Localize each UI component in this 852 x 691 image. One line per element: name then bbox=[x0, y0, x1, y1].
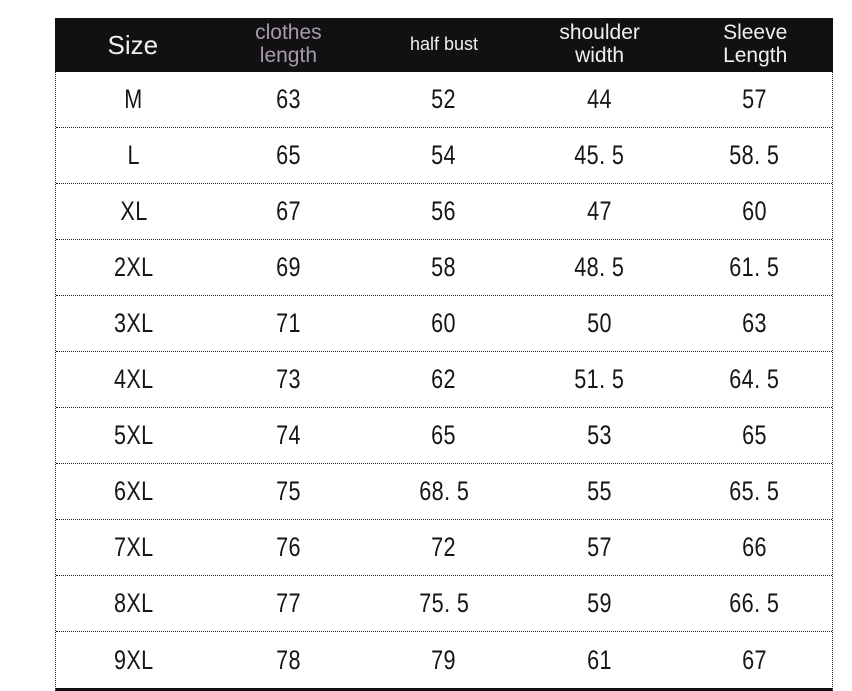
cell-shoulder-width-value: 45. 5 bbox=[574, 140, 625, 170]
cell-sleeve-length-value: 60 bbox=[741, 196, 767, 226]
cell-size bbox=[56, 464, 211, 519]
table-row bbox=[56, 408, 832, 464]
cell-clothes-length-value: 75 bbox=[276, 476, 302, 506]
cell-half-bust-value: 54 bbox=[431, 140, 457, 170]
cell-sleeve-length-value: 58. 5 bbox=[729, 140, 780, 170]
header-cell-sleeve-length: Sleeve Length bbox=[723, 21, 788, 67]
cell-clothes-length-value: 63 bbox=[276, 84, 302, 114]
table-row bbox=[56, 520, 832, 576]
cell-half-bust-value: 68. 5 bbox=[418, 476, 470, 506]
cell-clothes-length bbox=[211, 408, 366, 463]
cell-half-bust bbox=[366, 576, 521, 631]
cell-size bbox=[56, 72, 211, 127]
cell-half-bust-value: 62 bbox=[431, 364, 457, 394]
cell-half-bust-value: 52 bbox=[431, 84, 457, 114]
cell-size-value: 2XL bbox=[113, 252, 154, 282]
cell-sleeve-length-value: 57 bbox=[741, 84, 767, 114]
cell-shoulder-width-value: 57 bbox=[586, 532, 612, 562]
table-row bbox=[56, 632, 832, 688]
cell-sleeve-length bbox=[677, 352, 832, 407]
cell-shoulder-width-value: 53 bbox=[586, 420, 612, 450]
table-row bbox=[56, 576, 832, 632]
header-cell-clothes-length: clothes length bbox=[255, 21, 322, 67]
cell-size-value: XL bbox=[119, 196, 148, 226]
cell-shoulder-width bbox=[522, 184, 677, 239]
table-row bbox=[56, 296, 832, 352]
cell-size-value: 4XL bbox=[113, 364, 154, 394]
cell-size bbox=[56, 240, 211, 295]
cell-clothes-length bbox=[211, 72, 366, 127]
cell-sleeve-length-value: 64. 5 bbox=[729, 364, 780, 394]
cell-shoulder-width bbox=[522, 72, 677, 127]
cell-sleeve-length-value: 67 bbox=[741, 644, 767, 675]
cell-sleeve-length-value: 65. 5 bbox=[729, 476, 780, 506]
cell-shoulder-width bbox=[522, 128, 677, 183]
cell-shoulder-width-value: 48. 5 bbox=[574, 252, 625, 282]
cell-shoulder-width-value: 44 bbox=[586, 84, 612, 114]
cell-half-bust-value: 79 bbox=[431, 644, 457, 675]
cell-size bbox=[56, 576, 211, 631]
cell-clothes-length bbox=[211, 128, 366, 183]
cell-half-bust-value: 60 bbox=[431, 308, 457, 338]
cell-clothes-length-value: 69 bbox=[276, 252, 302, 282]
cell-sleeve-length-value: 66 bbox=[741, 532, 767, 562]
cell-clothes-length bbox=[211, 632, 366, 688]
cell-half-bust bbox=[366, 408, 521, 463]
size-chart-table bbox=[55, 18, 833, 691]
cell-sleeve-length-value: 63 bbox=[741, 308, 767, 338]
table-row bbox=[56, 464, 832, 520]
cell-clothes-length-value: 78 bbox=[276, 644, 302, 675]
cell-shoulder-width-value: 55 bbox=[586, 476, 612, 506]
cell-sleeve-length bbox=[677, 520, 832, 575]
cell-size bbox=[56, 128, 211, 183]
cell-sleeve-length-value: 66. 5 bbox=[729, 588, 780, 618]
cell-clothes-length bbox=[211, 240, 366, 295]
cell-size-value: M bbox=[124, 84, 143, 114]
cell-clothes-length bbox=[211, 352, 366, 407]
cell-clothes-length-value: 65 bbox=[276, 140, 302, 170]
cell-sleeve-length bbox=[677, 408, 832, 463]
cell-shoulder-width-value: 50 bbox=[586, 308, 612, 338]
table-row bbox=[56, 128, 832, 184]
cell-sleeve-length-value: 61. 5 bbox=[729, 252, 780, 282]
cell-half-bust-value: 72 bbox=[431, 532, 457, 562]
header-cell-half-bust: half bust bbox=[409, 34, 479, 55]
table-row bbox=[56, 352, 832, 408]
cell-shoulder-width bbox=[522, 464, 677, 519]
cell-sleeve-length bbox=[677, 184, 832, 239]
cell-sleeve-length bbox=[677, 576, 832, 631]
cell-size bbox=[56, 184, 211, 239]
cell-clothes-length bbox=[211, 184, 366, 239]
table-row bbox=[56, 72, 832, 128]
cell-clothes-length-value: 67 bbox=[276, 196, 302, 226]
cell-shoulder-width bbox=[522, 296, 677, 351]
cell-shoulder-width-value: 47 bbox=[586, 196, 612, 226]
cell-clothes-length-value: 73 bbox=[276, 364, 302, 394]
cell-half-bust-value: 65 bbox=[431, 420, 457, 450]
cell-shoulder-width bbox=[522, 240, 677, 295]
cell-half-bust bbox=[366, 240, 521, 295]
cell-clothes-length bbox=[211, 296, 366, 351]
cell-sleeve-length bbox=[677, 128, 832, 183]
cell-shoulder-width bbox=[522, 632, 677, 688]
cell-half-bust bbox=[366, 296, 521, 351]
cell-clothes-length bbox=[211, 464, 366, 519]
cell-size-value: 6XL bbox=[113, 476, 154, 506]
table-row bbox=[56, 240, 832, 296]
cell-half-bust bbox=[366, 184, 521, 239]
cell-size bbox=[56, 408, 211, 463]
cell-size bbox=[56, 352, 211, 407]
cell-clothes-length-value: 71 bbox=[276, 308, 302, 338]
cell-clothes-length-value: 77 bbox=[276, 588, 302, 618]
cell-size bbox=[56, 296, 211, 351]
cell-half-bust bbox=[366, 72, 521, 127]
table-header bbox=[55, 18, 833, 72]
cell-size-value: 8XL bbox=[113, 588, 154, 618]
cell-half-bust-value: 75. 5 bbox=[418, 588, 470, 618]
cell-size-value: L bbox=[127, 140, 140, 170]
cell-half-bust bbox=[366, 464, 521, 519]
cell-sleeve-length-value: 65 bbox=[741, 420, 767, 450]
cell-shoulder-width-value: 51. 5 bbox=[574, 364, 625, 394]
header-cell-size: Size bbox=[107, 29, 159, 60]
cell-half-bust bbox=[366, 632, 521, 688]
cell-sleeve-length bbox=[677, 632, 832, 688]
cell-size-value: 5XL bbox=[113, 420, 154, 450]
cell-shoulder-width-value: 59 bbox=[586, 588, 612, 618]
cell-shoulder-width bbox=[522, 576, 677, 631]
table-row bbox=[56, 184, 832, 240]
cell-shoulder-width-value: 61 bbox=[586, 644, 612, 675]
cell-shoulder-width bbox=[522, 408, 677, 463]
cell-size-value: 9XL bbox=[113, 644, 154, 675]
cell-half-bust-value: 56 bbox=[431, 196, 457, 226]
cell-sleeve-length bbox=[677, 72, 832, 127]
cell-half-bust-value: 58 bbox=[431, 252, 457, 282]
cell-sleeve-length bbox=[677, 464, 832, 519]
cell-size bbox=[56, 520, 211, 575]
cell-half-bust bbox=[366, 352, 521, 407]
cell-clothes-length-value: 74 bbox=[276, 420, 302, 450]
cell-half-bust bbox=[366, 520, 521, 575]
cell-shoulder-width bbox=[522, 520, 677, 575]
cell-clothes-length bbox=[211, 576, 366, 631]
cell-half-bust bbox=[366, 128, 521, 183]
header-cell-shoulder-width: shoulder width bbox=[559, 21, 640, 67]
cell-sleeve-length bbox=[677, 240, 832, 295]
cell-size-value: 3XL bbox=[113, 308, 154, 338]
cell-size bbox=[56, 632, 211, 688]
cell-size-value: 7XL bbox=[113, 532, 154, 562]
table-body bbox=[55, 72, 833, 691]
cell-clothes-length-value: 76 bbox=[276, 532, 302, 562]
cell-sleeve-length bbox=[677, 296, 832, 351]
cell-shoulder-width bbox=[522, 352, 677, 407]
cell-clothes-length bbox=[211, 520, 366, 575]
